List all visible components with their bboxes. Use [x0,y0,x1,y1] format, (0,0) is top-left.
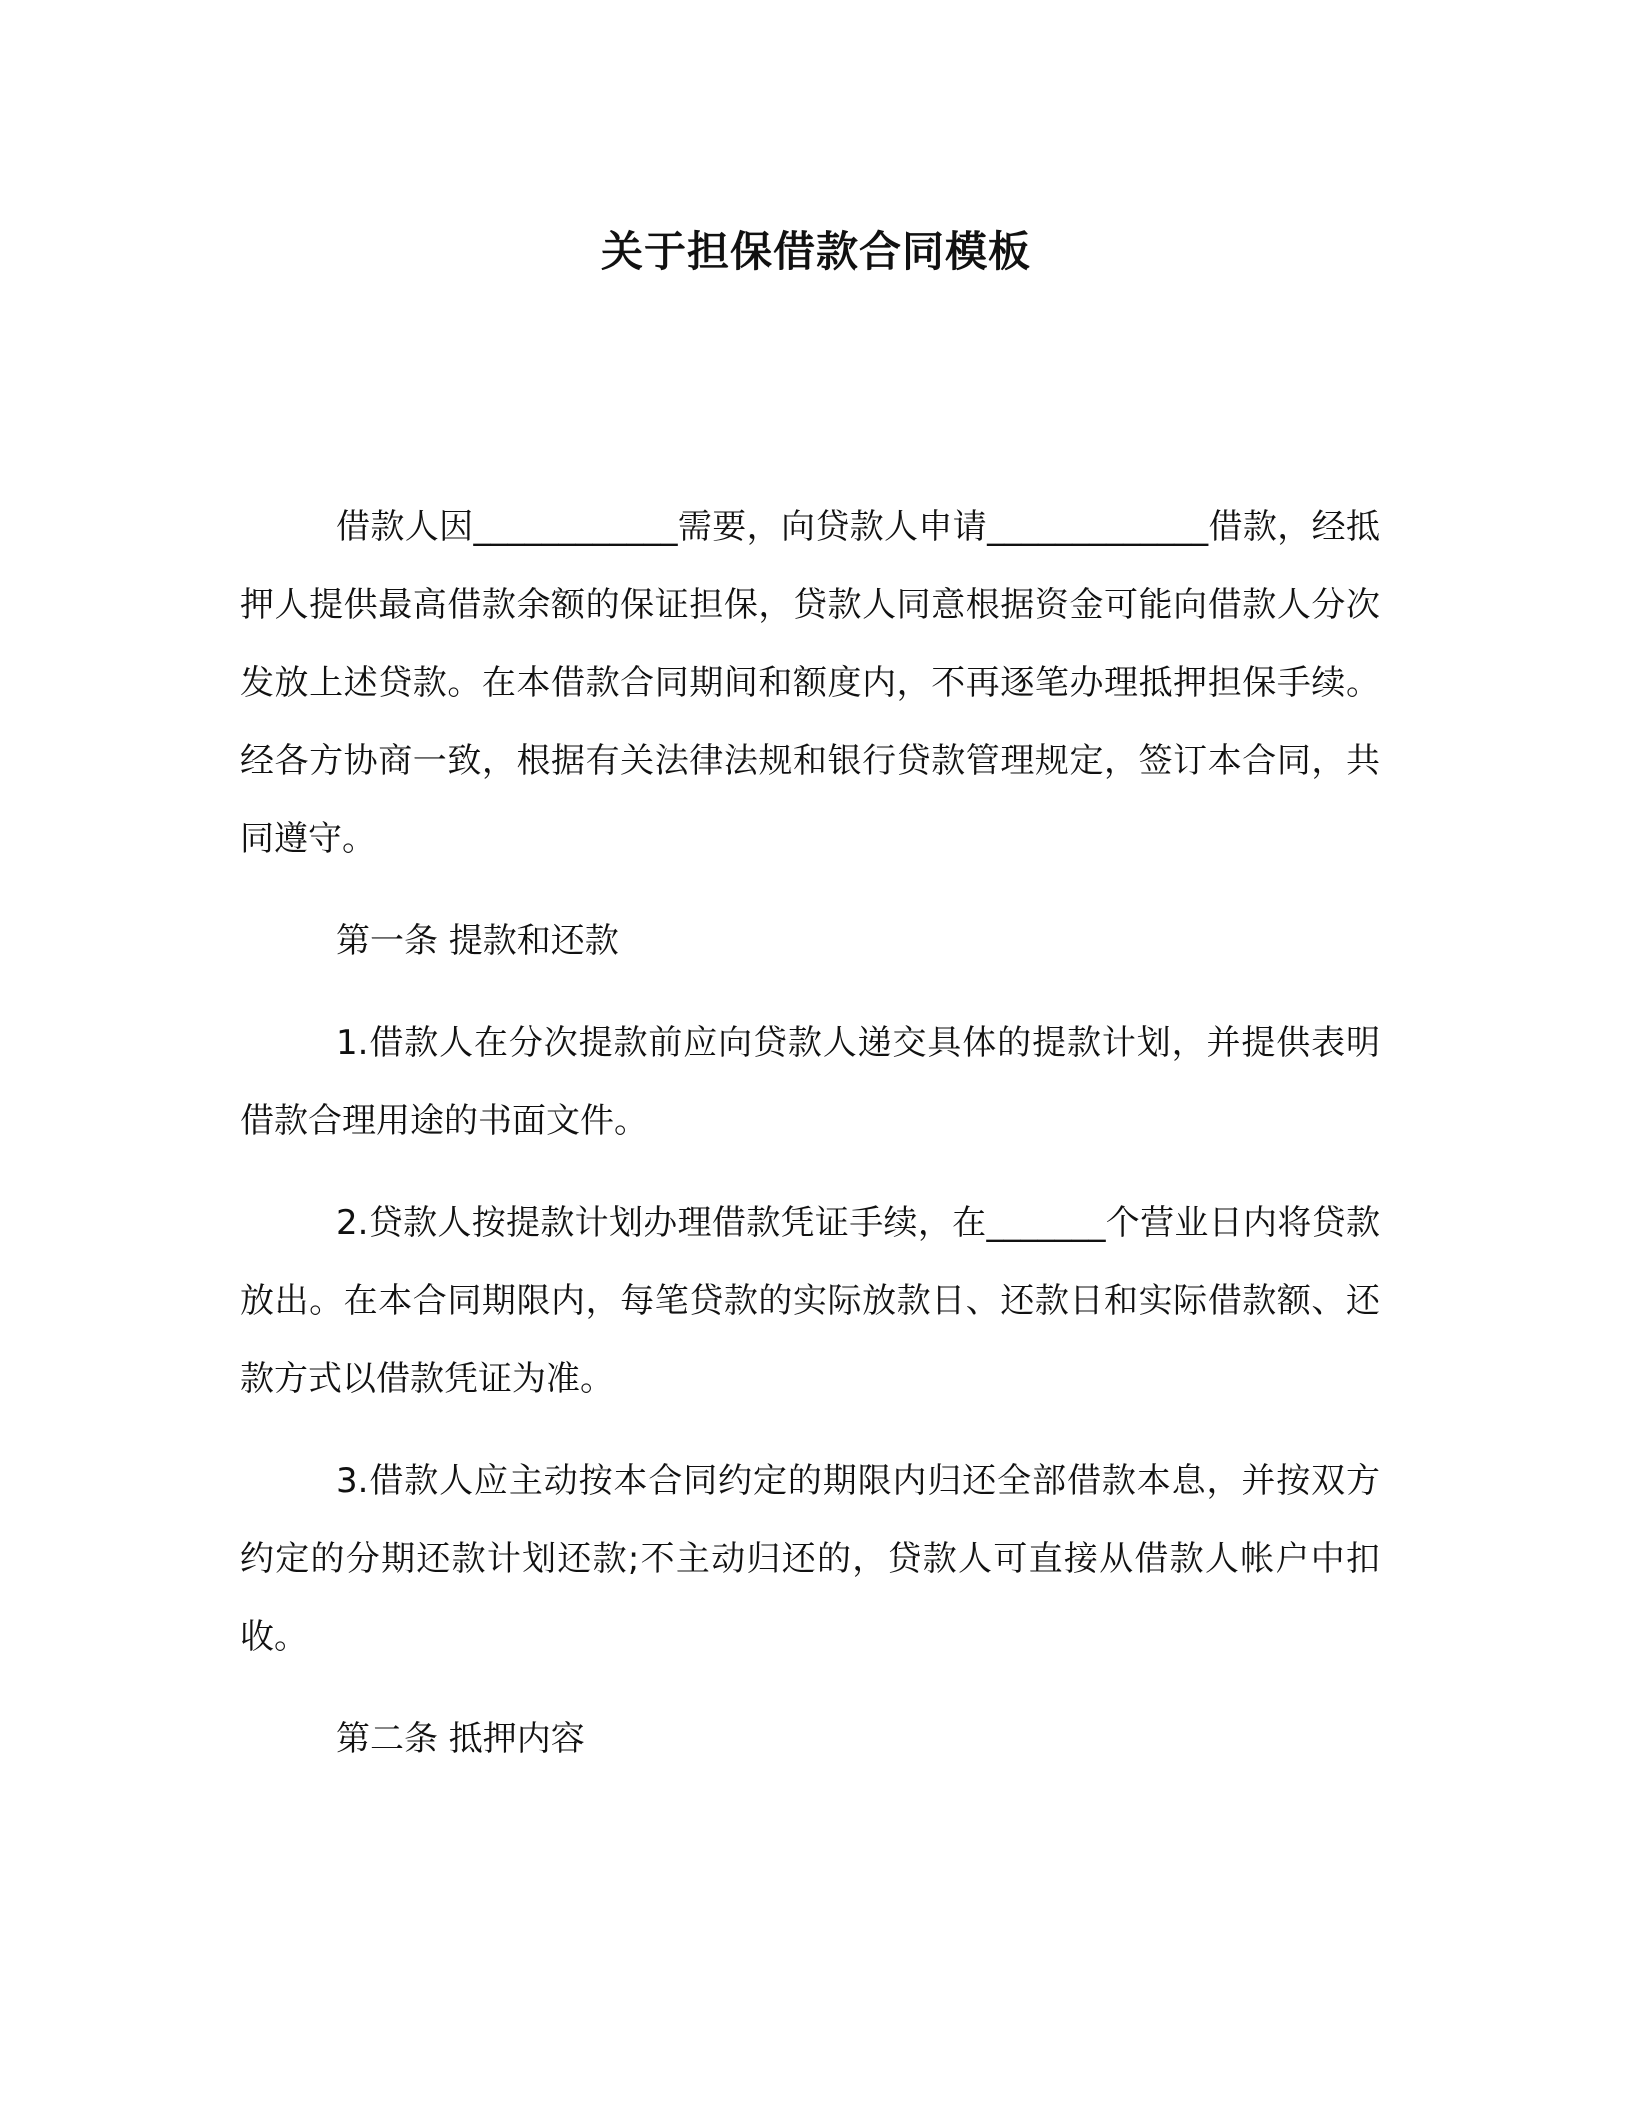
clause-3-paragraph: 3.借款人应主动按本合同约定的期限内归还全部借款本息，并按双方约定的分期还款计划还款;不主动归还的，贷款人可直接从借款人帐户中扣收。 [240,1461,1380,1657]
intro-paragraph: 借款人因____________需要，向贷款人申请_____________借款，经抵押人提供最高借款余额的保证担保，贷款人同意根据资金可能向借款人分次发放上述贷款。在本借款合同期间和额度内，不再逐笔办理抵押担保手续。经各方协商一致，根据有关法律法规和银行贷款管理规定，签订本合同，共同遵守。 [240,507,1380,859]
article-1-heading: 第一条 提款和还款 [336,921,619,961]
clause-1-paragraph: 1.借款人在分次提款前应向贷款人递交具体的提款计划，并提供表明借款合理用途的书面文件。 [240,1023,1380,1141]
article-2-heading: 第二条 抵押内容 [336,1719,585,1759]
document-body [240,488,1380,1802]
document-title: 关于担保借款合同模板 [600,227,1031,276]
clause-2-paragraph: 2.贷款人按提款计划办理借款凭证手续，在_______个营业日内将贷款放出。在本合同期限内，每笔贷款的实际放款日、还款日和实际借款额、还款方式以借款凭证为准。 [240,1203,1380,1399]
